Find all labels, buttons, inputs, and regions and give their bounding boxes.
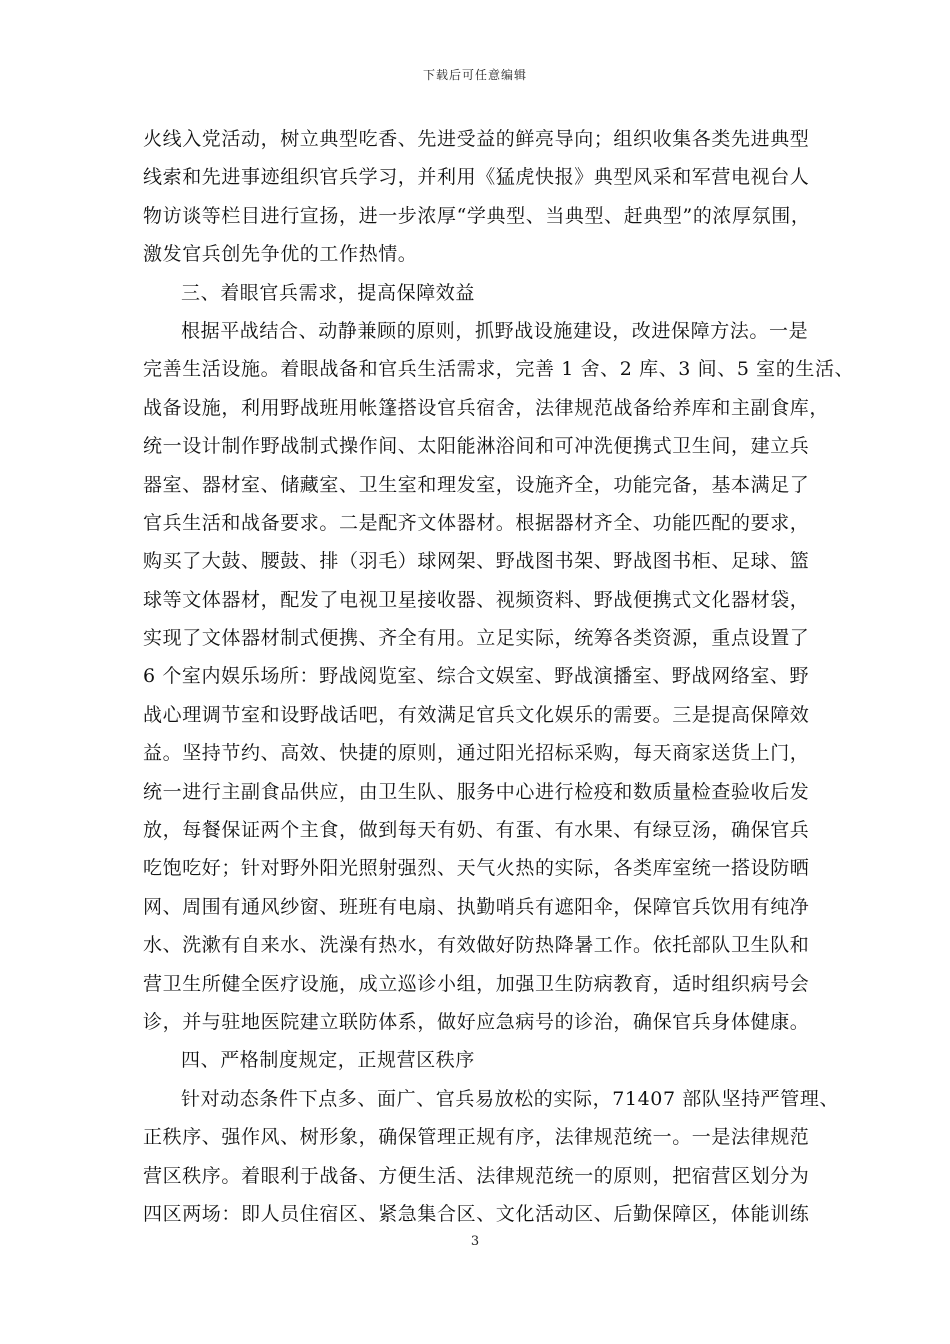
page-number: 3	[470, 1234, 480, 1249]
body-line: 营区秩序。着眼利于战备、方便生活、法律规范统一的原则，把宿营区划分为	[143, 1164, 810, 1187]
body-line: 实现了文体器材制式便携、齐全有用。立足实际，统筹各类资源，重点设置了	[143, 627, 810, 650]
body-line: 统一进行主副食品供应，由卫生队、服务中心进行检疫和数质量检查验收后发	[143, 780, 810, 803]
body-line: 四区两场：即人员住宿区、紧急集合区、文化活动区、后勤保障区，体能训练	[143, 1202, 810, 1225]
body-line: 球等文体器材，配发了电视卫星接收器、视频资料、野战便携式文化器材袋，	[143, 588, 810, 611]
body-line: 吃饱吃好；针对野外阳光照射强烈、天气火热的实际，各类库室统一搭设防晒	[143, 857, 810, 880]
body-line: 战心理调节室和设野战话吧，有效满足官兵文化娱乐的需要。三是提高保障效	[143, 703, 810, 726]
document-body	[143, 120, 855, 1233]
body-line: 完善生活设施。着眼战备和官兵生活需求，完善 1 舍、2 库、3 间、5 室的生活、	[143, 358, 855, 381]
page-header: 下载后可任意编辑	[422, 68, 527, 82]
body-line: 6 个室内娱乐场所：野战阅览室、综合文娱室、野战演播室、野战网络室、野	[143, 665, 810, 688]
body-line: 官兵生活和战备要求。二是配齐文体器材。根据器材齐全、功能匹配的要求，	[143, 511, 810, 534]
section-heading: 四、严格制度规定，正规营区秩序	[181, 1049, 476, 1072]
body-line: 水、洗漱有自来水、洗澡有热水，有效做好防热降暑工作。依托部队卫生队和	[143, 934, 810, 957]
body-line: 统一设计制作野战制式操作间、太阳能淋浴间和可冲洗便携式卫生间，建立兵	[143, 435, 810, 458]
body-line: 物访谈等栏目进行宣扬，进一步浓厚“学典型、当典型、赶典型”的浓厚氛围，	[143, 204, 811, 227]
body-line: 诊，并与驻地医院建立联防体系，做好应急病号的诊治，确保官兵身体健康。	[143, 1010, 810, 1033]
section-heading: 三、着眼官兵需求，提高保障效益	[181, 281, 476, 304]
paragraph-start: 针对动态条件下点多、面广、官兵易放松的实际，71407 部队坚持严管理、	[181, 1087, 840, 1110]
body-line: 放，每餐保证两个主食，做到每天有奶、有蛋、有水果、有绿豆汤，确保官兵	[143, 819, 810, 842]
body-line: 正秩序、强作风、树形象，确保管理正规有序，法律规范统一。一是法律规范	[143, 1126, 810, 1149]
body-line: 战备设施，利用野战班用帐篷搭设官兵宿舍，法律规范战备给养库和主副食库，	[143, 396, 830, 419]
body-line: 器室、器材室、储藏室、卫生室和理发室，设施齐全，功能完备，基本满足了	[143, 473, 810, 496]
body-line: 购买了大鼓、腰鼓、排（羽毛）球网架、野战图书架、野战图书柜、足球、篮	[143, 550, 810, 573]
body-line: 线索和先进事迹组织官兵学习，并利用《猛虎快报》典型风采和军营电视台人	[143, 166, 810, 189]
paragraph-start: 根据平战结合、动静兼顾的原则，抓野战设施建设，改进保障方法。一是	[181, 319, 809, 342]
body-line: 营卫生所健全医疗设施，成立巡诊小组，加强卫生防病教育，适时组织病号会	[143, 972, 810, 995]
body-line: 火线入党活动，树立典型吃香、先进受益的鲜亮导向；组织收集各类先进典型	[143, 128, 810, 150]
body-line: 激发官兵创先争优的工作热情。	[143, 243, 418, 266]
body-line: 益。坚持节约、高效、快捷的原则，通过阳光招标采购，每天商家送货上门，	[143, 742, 810, 765]
body-line: 网、周围有通风纱窗、班班有电扇、执勤哨兵有遮阳伞，保障官兵饮用有纯净	[143, 895, 810, 918]
